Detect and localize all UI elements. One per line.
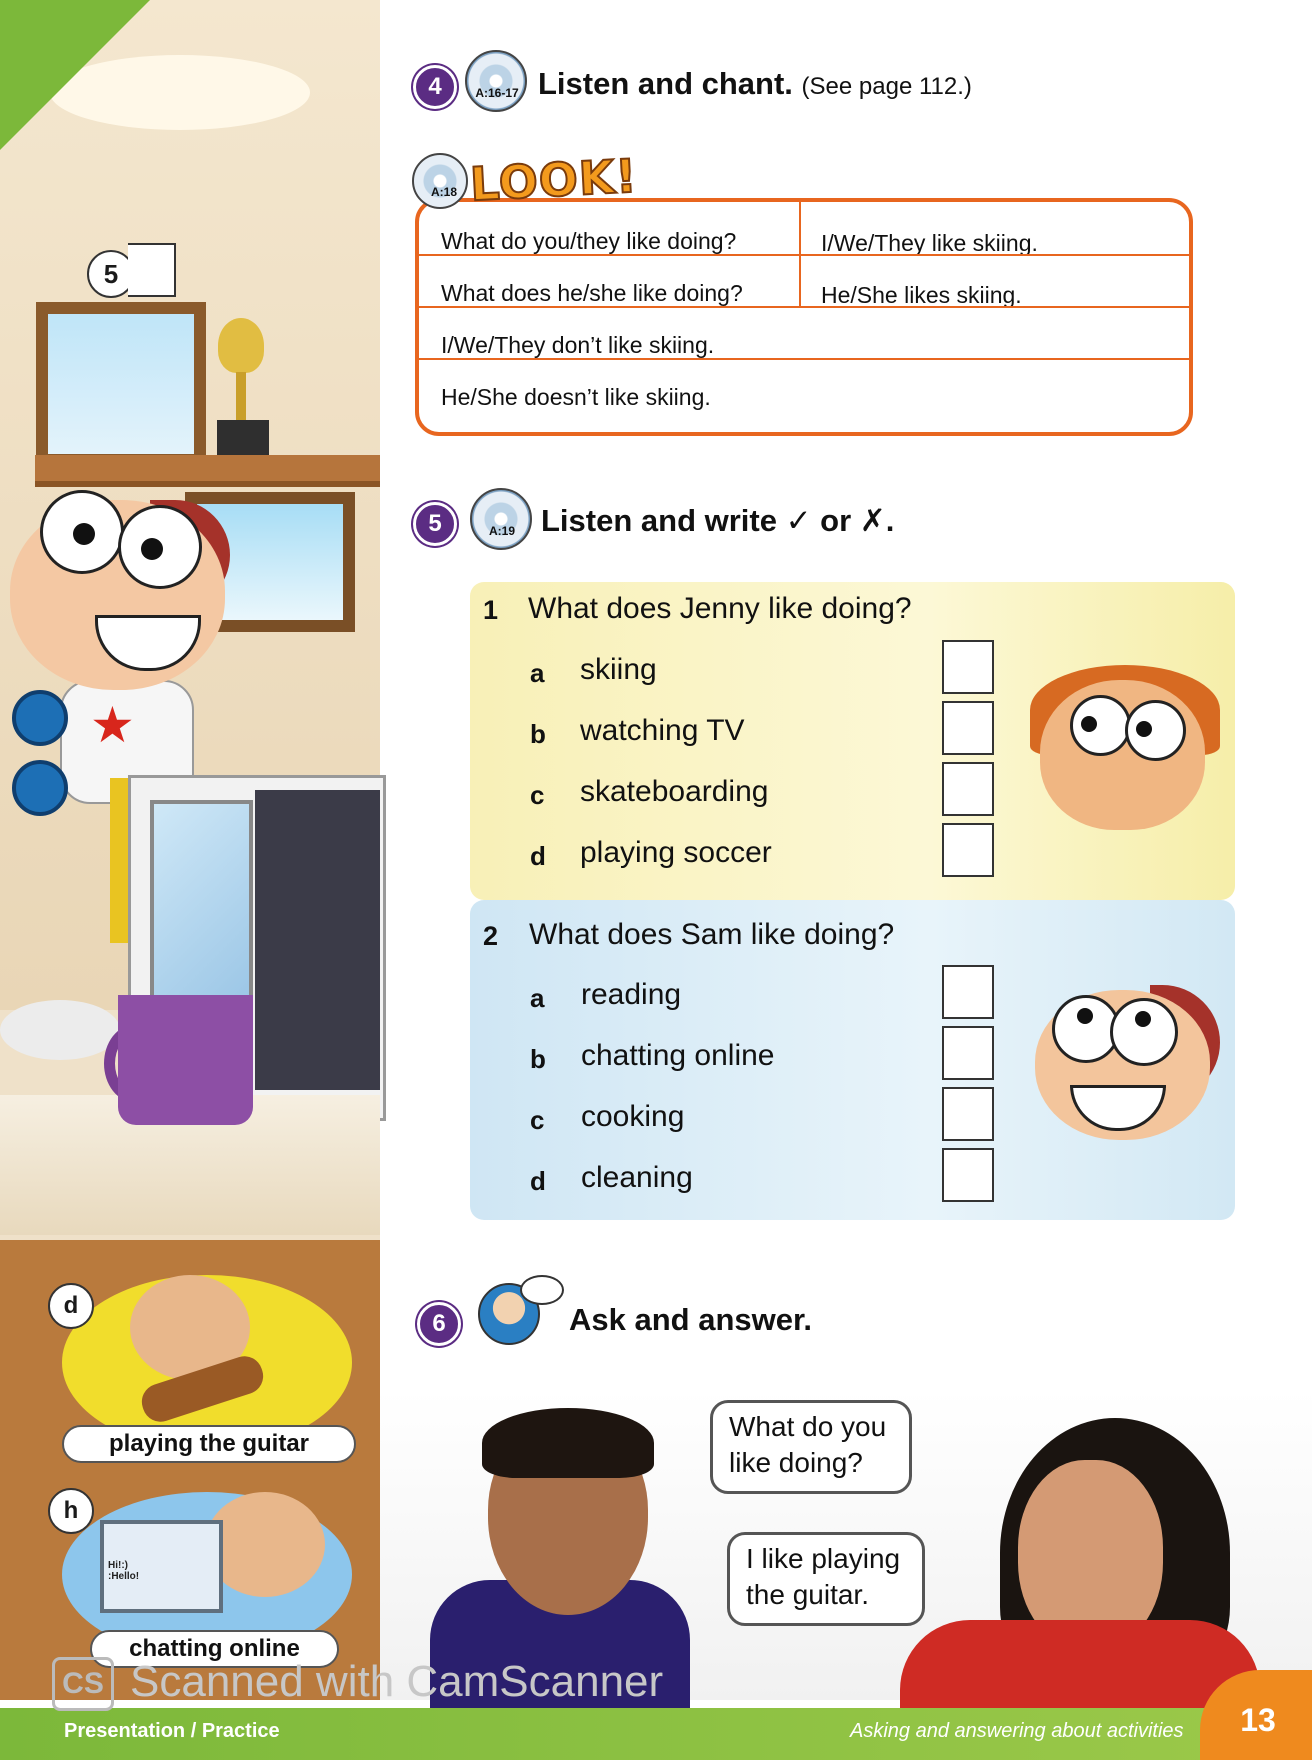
- look-grammar-box: [415, 198, 1193, 436]
- q1-option-b-letter: b: [530, 719, 546, 749]
- q2-option-c-letter: c: [530, 1105, 545, 1135]
- purple-mug: [118, 995, 253, 1125]
- goggles-icon: [12, 690, 68, 746]
- footer-section-label: Presentation / Practice: [64, 1720, 280, 1742]
- q2-option-a-checkbox[interactable]: [942, 965, 994, 1019]
- screen-text: Hi!:) :Hello!: [108, 1560, 140, 1582]
- plate: [0, 1000, 120, 1060]
- q1-option-c-letter: c: [530, 780, 545, 810]
- star-icon: ★: [90, 697, 135, 753]
- q1-option-b: watching TV: [580, 714, 745, 747]
- page-number: 13: [1240, 1702, 1276, 1738]
- question-1-number: 1: [483, 595, 499, 625]
- audio-cd-icon: A:18: [412, 153, 468, 209]
- exercise-4-number: 4: [413, 65, 457, 109]
- card-letter-h: h: [48, 1488, 94, 1534]
- question-2-number: 2: [483, 921, 499, 951]
- q2-option-b: chatting online: [581, 1039, 775, 1072]
- q2-option-d-checkbox[interactable]: [942, 1148, 994, 1202]
- exercise-4-page-note: (See page 112.): [801, 73, 972, 100]
- look-question-1: What do you/they like doing?: [441, 228, 737, 254]
- speech-bubble-answer: I like playing the guitar.: [727, 1532, 925, 1626]
- exercise-6-number: 6: [417, 1302, 461, 1346]
- q1-option-d-checkbox[interactable]: [942, 823, 994, 877]
- audio-cd-icon: A:19: [470, 488, 532, 550]
- look-answer-1: I/We/They like skiing.: [821, 230, 1038, 256]
- cartoon-girl-chatting: [205, 1492, 325, 1597]
- q2-option-b-letter: b: [530, 1044, 546, 1074]
- q1-option-d: playing soccer: [580, 836, 772, 869]
- q1-option-a-checkbox[interactable]: [942, 640, 994, 694]
- look-negative-1: I/We/They don’t like skiing.: [441, 332, 715, 358]
- look-answer-2: He/She likes skiing.: [821, 282, 1022, 308]
- trophy-icon: [218, 318, 264, 373]
- question-1-text: What does Jenny like doing?: [528, 592, 912, 625]
- q2-option-a-letter: a: [530, 983, 545, 1013]
- camscanner-logo: CS: [52, 1657, 114, 1711]
- exercise-6-title: Ask and answer.: [569, 1302, 812, 1337]
- green-corner-decoration: [0, 0, 150, 150]
- card-letter-d: d: [48, 1283, 94, 1329]
- scanner-watermark: Scanned with CamScanner: [130, 1657, 664, 1706]
- exercise-4-title: Listen and chant. (See page 112.): [538, 66, 972, 101]
- look-question-2: What does he/she like doing?: [441, 280, 743, 306]
- card-caption-h: chatting online: [90, 1630, 339, 1668]
- speech-bubble-question: What do you like doing?: [710, 1400, 912, 1494]
- footer-topic-label: Asking and answering about activities: [850, 1720, 1184, 1742]
- skateboard-photo-frame: [36, 302, 206, 467]
- girl-shirt: [900, 1620, 1260, 1710]
- exercise-5-number: 5: [413, 502, 457, 546]
- q1-option-c-checkbox[interactable]: [942, 762, 994, 816]
- speech-bubble-icon: [520, 1275, 564, 1305]
- look-label: LOOK!: [468, 148, 639, 212]
- q2-option-d-letter: d: [530, 1166, 546, 1196]
- q2-option-d: cleaning: [581, 1161, 693, 1194]
- shelf: [35, 455, 380, 487]
- exercise-5-title: Listen and write ✓ or ✗.: [541, 503, 895, 538]
- q1-option-b-checkbox[interactable]: [942, 701, 994, 755]
- q2-option-b-checkbox[interactable]: [942, 1026, 994, 1080]
- q2-option-c: cooking: [581, 1100, 685, 1133]
- q2-option-c-checkbox[interactable]: [942, 1087, 994, 1141]
- room-number-answer-box: [128, 243, 176, 297]
- q1-option-a: skiing: [580, 653, 657, 686]
- question-2-text: What does Sam like doing?: [529, 918, 895, 951]
- q1-option-d-letter: d: [530, 841, 546, 871]
- room-number-badge: 5: [87, 250, 135, 298]
- q2-option-a: reading: [581, 978, 682, 1011]
- q1-option-c: skateboarding: [580, 775, 769, 808]
- jenny-face-icon: [1040, 680, 1205, 830]
- audio-cd-icon: A:16-17: [465, 50, 527, 112]
- card-caption-d: playing the guitar: [62, 1425, 356, 1463]
- look-negative-2: He/She doesn’t like skiing.: [441, 384, 711, 410]
- q1-option-a-letter: a: [530, 658, 545, 688]
